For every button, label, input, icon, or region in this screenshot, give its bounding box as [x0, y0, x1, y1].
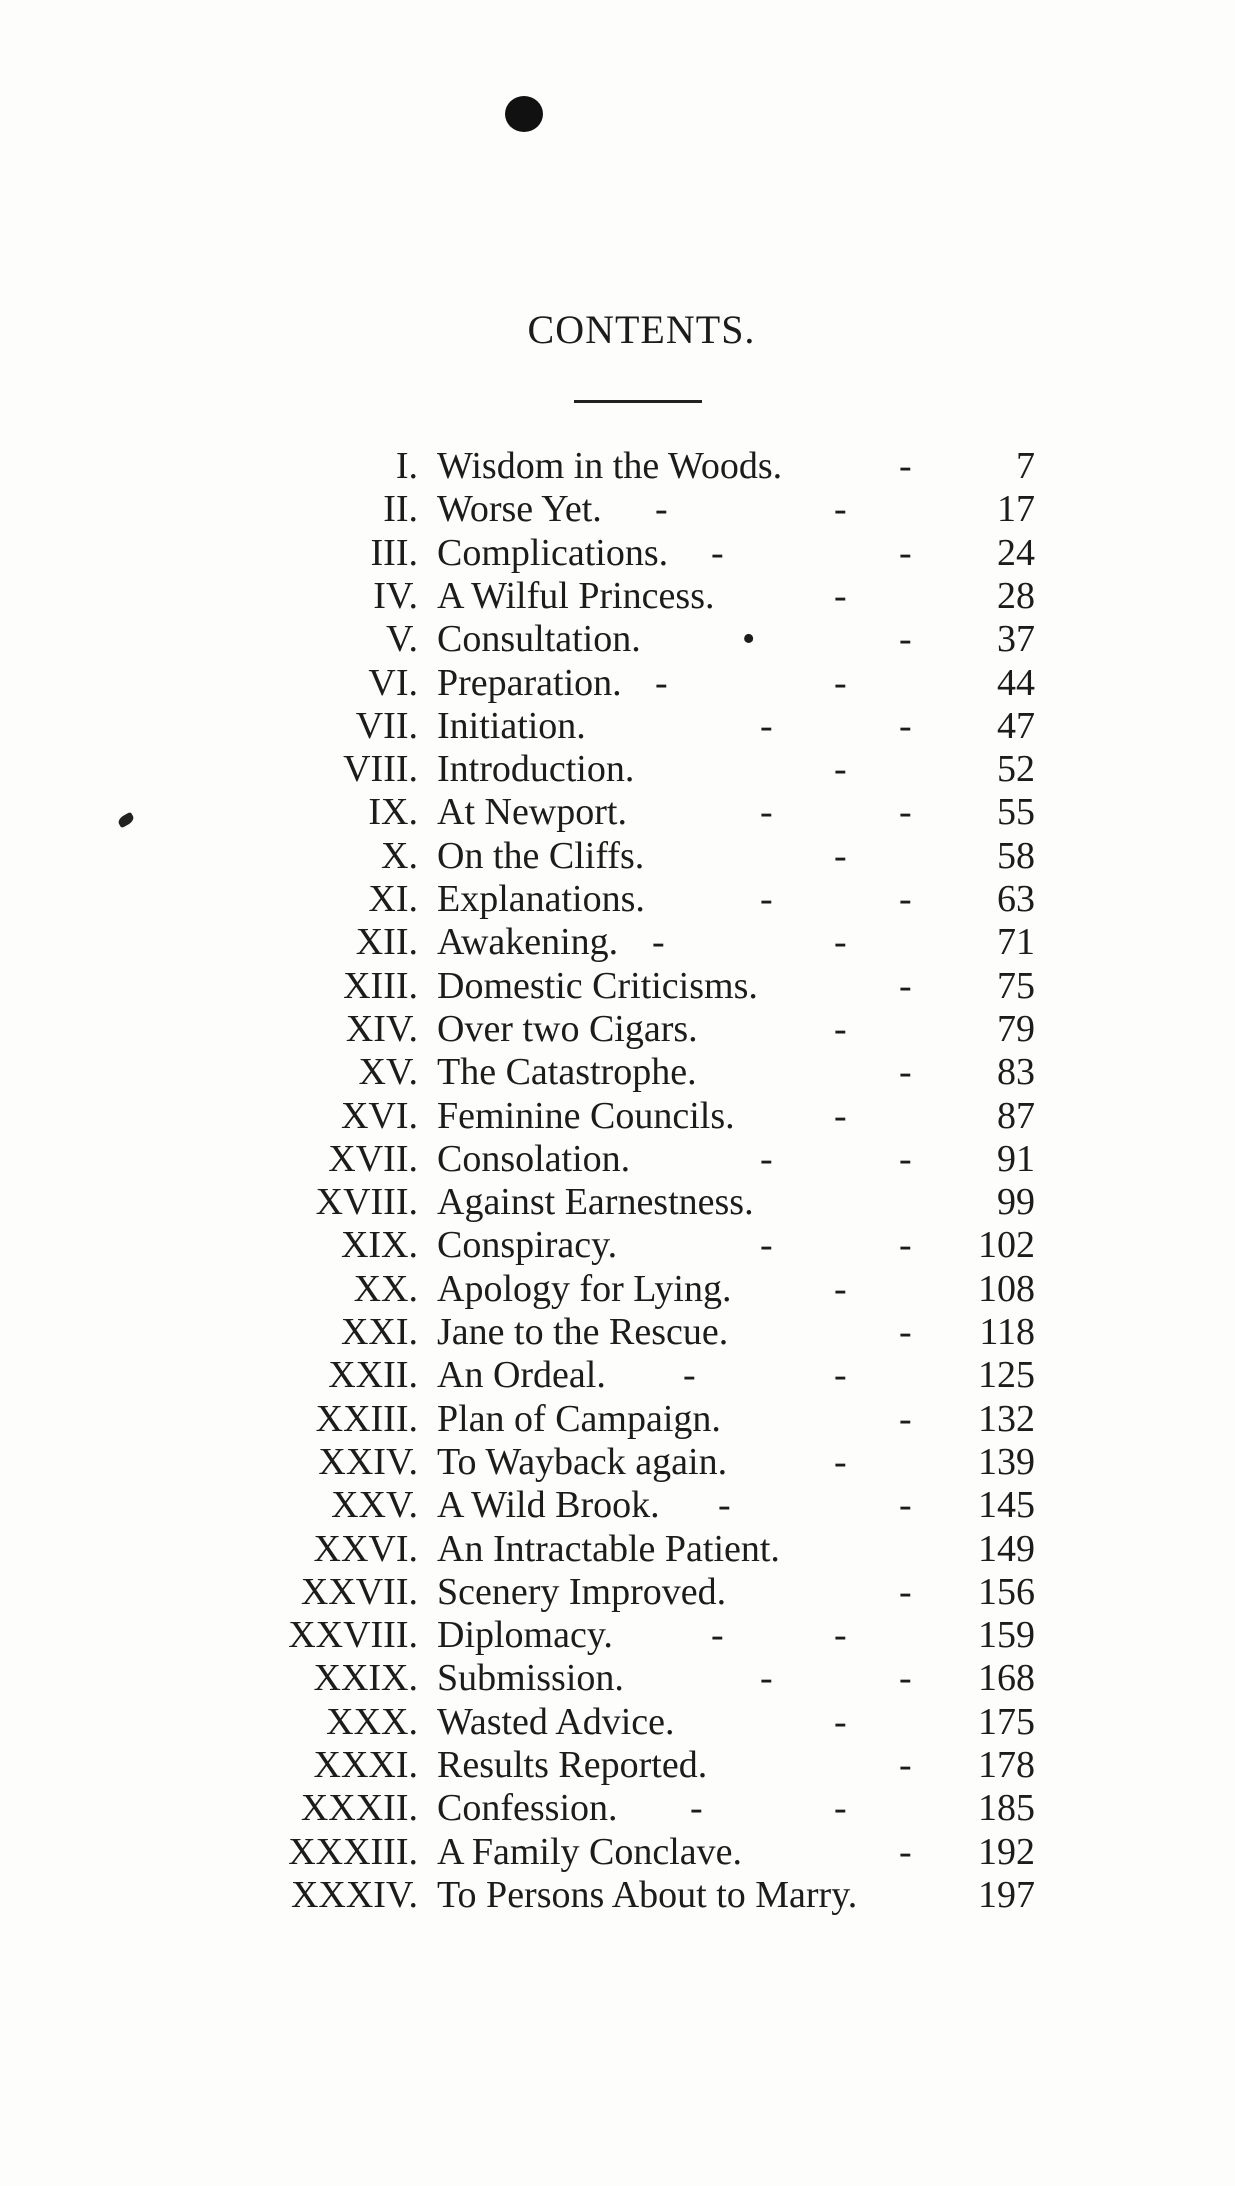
page-number: 28: [997, 574, 1035, 617]
chapter-number: XXII.: [328, 1354, 418, 1397]
toc-entry: [0, 748, 1235, 791]
chapter-number: XXVI.: [313, 1527, 418, 1570]
leader-dash: -: [834, 748, 847, 791]
toc-entry: [0, 1657, 1235, 1700]
toc-entry: [0, 532, 1235, 575]
ink-blot: [505, 96, 543, 132]
chapter-title: Preparation.: [437, 661, 622, 704]
leader-dash: -: [899, 1744, 912, 1786]
chapter-title: Over two Cigars.: [437, 1007, 698, 1050]
chapter-title: Diplomacy.: [437, 1614, 613, 1657]
leader-dash: -: [683, 1354, 696, 1397]
title-rule: [574, 400, 702, 403]
chapter-title: To Wayback again.: [437, 1440, 728, 1483]
toc-entry: [0, 1095, 1235, 1138]
chapter-number: XX.: [353, 1267, 418, 1310]
toc-entry: [0, 1484, 1235, 1527]
chapter-title: Results Reported.: [437, 1744, 708, 1786]
chapter-number: XVIII.: [315, 1181, 418, 1224]
page-number: 7: [1016, 445, 1035, 487]
leader-dash: -: [899, 1484, 912, 1527]
chapter-title: At Newport.: [437, 791, 627, 834]
chapter-number: I.: [395, 445, 418, 487]
leader-dash: -: [834, 488, 847, 531]
leader-dash: -: [899, 791, 912, 834]
leader-dash: -: [760, 1137, 773, 1180]
chapter-title: Jane to the Rescue.: [437, 1311, 729, 1353]
chapter-number: X.: [381, 834, 418, 877]
leader-dash: -: [899, 1397, 912, 1440]
page-number: 168: [978, 1657, 1035, 1700]
page-number: 118: [979, 1311, 1035, 1353]
page-number: 44: [997, 661, 1035, 704]
leader-dash: -: [899, 704, 912, 747]
chapter-title: Apology for Lying.: [437, 1267, 732, 1310]
leader-dash: -: [760, 878, 773, 920]
leader-dash: -: [652, 921, 665, 964]
chapter-title: Scenery Improved.: [437, 1570, 727, 1613]
toc-entry: [0, 1701, 1235, 1744]
chapter-title: Against Earnestness.: [437, 1181, 754, 1224]
page-number: 71: [997, 921, 1035, 964]
leader-dash: -: [834, 834, 847, 877]
chapter-title: Worse Yet.: [437, 488, 602, 531]
chapter-number: XIX.: [340, 1224, 418, 1267]
chapter-number: IV.: [373, 574, 418, 617]
chapter-title: Consultation.: [437, 618, 641, 661]
page-number: 37: [997, 618, 1035, 661]
page-number: 24: [997, 531, 1035, 574]
chapter-title: A Wilful Princess.: [437, 574, 715, 617]
chapter-title: Domestic Criticisms.: [437, 964, 758, 1007]
page-number: 99: [997, 1181, 1035, 1224]
toc-entry: [0, 1008, 1235, 1051]
chapter-number: V.: [385, 618, 418, 661]
toc-entry: [0, 965, 1235, 1008]
chapter-number: VII.: [355, 704, 418, 747]
leader-dash: -: [834, 1614, 847, 1657]
toc-entry: [0, 1571, 1235, 1614]
leader-dash: -: [760, 1657, 773, 1700]
leader-dash: -: [834, 1440, 847, 1483]
leader-dash: -: [834, 574, 847, 617]
chapter-title: An Intractable Patient.: [437, 1527, 780, 1570]
chapter-number: III.: [370, 531, 418, 574]
chapter-title: Confession.: [437, 1787, 618, 1830]
leader-dash: -: [718, 1484, 731, 1527]
chapter-number: XIII.: [343, 964, 418, 1007]
chapter-title: Initiation.: [437, 704, 586, 747]
toc-entry: [0, 1311, 1235, 1354]
leader-dash: -: [899, 1830, 912, 1873]
chapter-number: XXXIV.: [290, 1873, 418, 1916]
leader-dash: -: [899, 878, 912, 920]
chapter-number: XXI.: [340, 1311, 418, 1353]
chapter-title: An Ordeal.: [437, 1354, 606, 1397]
leader-dash: •: [742, 618, 756, 661]
toc-entry: [0, 662, 1235, 705]
toc-entry: [0, 445, 1235, 488]
toc-entry: [0, 1874, 1235, 1917]
chapter-title: A Wild Brook.: [437, 1484, 660, 1527]
leader-dash: -: [899, 1137, 912, 1180]
toc-entry: [0, 705, 1235, 748]
leader-dash: -: [899, 1570, 912, 1613]
toc-entry: [0, 835, 1235, 878]
leader-dash: -: [899, 1311, 912, 1353]
chapter-number: XXV.: [331, 1484, 418, 1527]
toc-entry: [0, 1441, 1235, 1484]
chapter-number: XVII.: [328, 1137, 418, 1180]
chapter-number: XV.: [358, 1051, 418, 1094]
page-number: 185: [978, 1787, 1035, 1830]
chapter-number: XII.: [355, 921, 418, 964]
page-number: 139: [978, 1440, 1035, 1483]
page-number: 87: [997, 1094, 1035, 1137]
toc-entry: [0, 1528, 1235, 1571]
leader-dash: -: [899, 964, 912, 1007]
leader-dash: -: [834, 1007, 847, 1050]
page-number: 58: [997, 834, 1035, 877]
page-number: 145: [978, 1484, 1035, 1527]
chapter-number: XXVII.: [300, 1570, 418, 1613]
chapter-title: Consolation.: [437, 1137, 631, 1180]
toc-entry: [0, 618, 1235, 661]
chapter-title: Introduction.: [437, 748, 635, 791]
page-number: 132: [978, 1397, 1035, 1440]
chapter-title: Awakening.: [437, 921, 619, 964]
chapter-title: The Catastrophe.: [437, 1051, 697, 1094]
leader-dash: -: [834, 1700, 847, 1743]
chapter-number: II.: [383, 488, 418, 531]
leader-dash: -: [760, 791, 773, 834]
page-number: 17: [997, 488, 1035, 531]
page-number: 55: [997, 791, 1035, 834]
leader-dash: -: [655, 661, 668, 704]
leader-dash: -: [834, 1094, 847, 1137]
chapter-title: Feminine Councils.: [437, 1094, 735, 1137]
leader-dash: -: [899, 1224, 912, 1267]
toc-entry: [0, 878, 1235, 921]
chapter-number: XXXII.: [300, 1787, 418, 1830]
chapter-title: Explanations.: [437, 878, 645, 920]
leader-dash: -: [834, 1354, 847, 1397]
chapter-number: XI.: [368, 878, 418, 920]
toc-entry: [0, 1138, 1235, 1181]
chapter-number: VI.: [368, 661, 418, 704]
page-number: 79: [997, 1007, 1035, 1050]
leader-dash: -: [899, 445, 912, 487]
leader-dash: -: [834, 1267, 847, 1310]
chapter-number: XIV.: [345, 1007, 418, 1050]
chapter-number: XXIX.: [313, 1657, 418, 1700]
toc-entry: [0, 791, 1235, 834]
chapter-number: IX.: [368, 791, 418, 834]
leader-dash: -: [834, 1787, 847, 1830]
toc-entry: [0, 1224, 1235, 1267]
chapter-number: VIII.: [343, 748, 418, 791]
chapter-title: Submission.: [437, 1657, 624, 1700]
chapter-number: XXVIII.: [288, 1614, 418, 1657]
chapter-title: Complications.: [437, 531, 669, 574]
chapter-title: Conspiracy.: [437, 1224, 618, 1267]
toc-entry: [0, 1268, 1235, 1311]
chapter-title: Plan of Campaign.: [437, 1397, 721, 1440]
page-number: 175: [978, 1700, 1035, 1743]
chapter-number: XXXIII.: [288, 1830, 418, 1873]
toc-entry: [0, 1181, 1235, 1224]
toc-entry: [0, 1398, 1235, 1441]
toc-entry: [0, 1614, 1235, 1657]
page-number: 156: [978, 1570, 1035, 1613]
leader-dash: -: [711, 531, 724, 574]
page-number: 91: [997, 1137, 1035, 1180]
leader-dash: -: [899, 1051, 912, 1094]
leader-dash: -: [760, 1224, 773, 1267]
page-number: 52: [997, 748, 1035, 791]
toc-entry: [0, 1831, 1235, 1874]
page-number: 149: [978, 1527, 1035, 1570]
chapter-title: On the Cliffs.: [437, 834, 645, 877]
toc-entry: [0, 1051, 1235, 1094]
chapter-number: XVI.: [340, 1094, 418, 1137]
toc-entry: [0, 575, 1235, 618]
leader-dash: -: [760, 704, 773, 747]
toc-entry: [0, 1744, 1235, 1787]
chapter-number: XXIV.: [318, 1440, 418, 1483]
page-number: 63: [997, 878, 1035, 920]
page-number: 192: [978, 1830, 1035, 1873]
chapter-title: A Family Conclave.: [437, 1830, 743, 1873]
page-number: 178: [978, 1744, 1035, 1786]
leader-dash: -: [899, 531, 912, 574]
toc-entry: [0, 1787, 1235, 1830]
toc-entry: [0, 921, 1235, 964]
page-title: CONTENTS.: [527, 307, 756, 352]
chapter-number: XXX.: [326, 1700, 418, 1743]
chapter-number: XXXI.: [313, 1744, 418, 1786]
leader-dash: -: [899, 1657, 912, 1700]
chapter-number: XXIII.: [315, 1397, 418, 1440]
chapter-title: Wasted Advice.: [437, 1700, 675, 1743]
page-number: 75: [997, 964, 1035, 1007]
leader-dash: -: [899, 618, 912, 661]
chapter-title: Wisdom in the Woods.: [437, 445, 783, 487]
page-number: 47: [997, 704, 1035, 747]
toc-entry: [0, 1354, 1235, 1397]
leader-dash: -: [690, 1787, 703, 1830]
page-number: 159: [978, 1614, 1035, 1657]
leader-dash: -: [711, 1614, 724, 1657]
leader-dash: -: [834, 661, 847, 704]
leader-dash: -: [655, 488, 668, 531]
page-number: 83: [997, 1051, 1035, 1094]
chapter-title: To Persons About to Marry.: [437, 1873, 858, 1916]
toc-entry: [0, 488, 1235, 531]
page-number: 197: [978, 1873, 1035, 1916]
page-number: 102: [978, 1224, 1035, 1267]
leader-dash: -: [834, 921, 847, 964]
page-number: 108: [978, 1267, 1035, 1310]
page-number: 125: [978, 1354, 1035, 1397]
